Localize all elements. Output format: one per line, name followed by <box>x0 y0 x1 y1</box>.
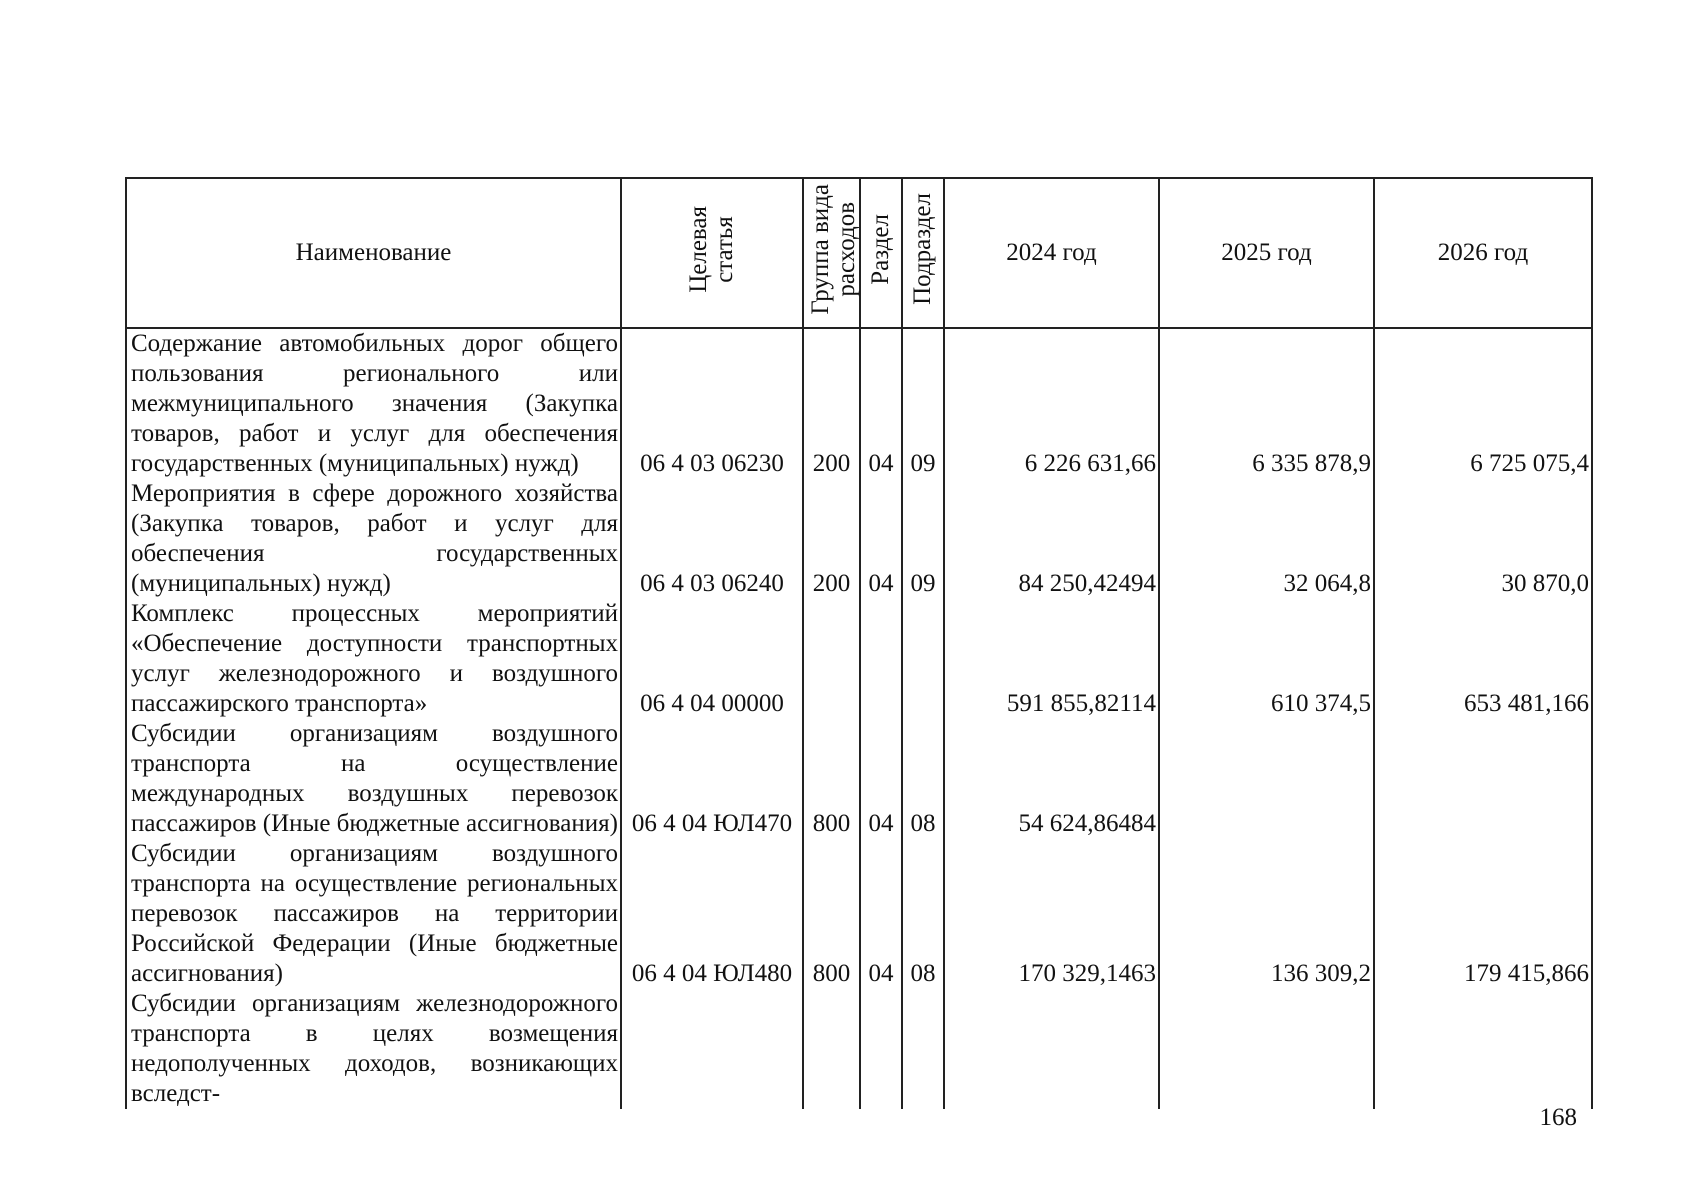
row-amount-2026 <box>1374 989 1592 1109</box>
row-expense-group: 800 <box>803 719 860 839</box>
row-amount-2025 <box>1159 989 1374 1109</box>
row-section <box>860 989 902 1109</box>
row-target-article: 06 4 03 06240 <box>621 479 803 599</box>
row-name: Субсидии организациям железнодорожного транспорта в целях возмещения недополученных доходов, возникающих вследст- <box>126 989 621 1109</box>
row-section: 04 <box>860 719 902 839</box>
row-amount-2025: 6 335 878,9 <box>1159 328 1374 479</box>
row-subsection: 08 <box>902 839 944 989</box>
row-expense-group: 200 <box>803 479 860 599</box>
row-subsection <box>902 989 944 1109</box>
header-year-2025: 2025 год <box>1159 178 1374 328</box>
header-subsection: Подраздел <box>902 178 944 328</box>
row-amount-2024: 84 250,42494 <box>944 479 1159 599</box>
row-amount-2024: 6 226 631,66 <box>944 328 1159 479</box>
row-amount-2025: 32 064,8 <box>1159 479 1374 599</box>
row-target-article: 06 4 03 06230 <box>621 328 803 479</box>
table-row <box>126 719 1592 839</box>
row-amount-2025: 136 309,2 <box>1159 839 1374 989</box>
row-expense-group: 200 <box>803 328 860 479</box>
row-name: Мероприятия в сфере дорожного хозяйства (Закупка товаров, работ и услуг для обеспечения государственных (муниципальных) нужд) <box>126 479 621 599</box>
row-amount-2026: 179 415,866 <box>1374 839 1592 989</box>
row-target-article: 06 4 04 ЮЛ470 <box>621 719 803 839</box>
row-section: 04 <box>860 479 902 599</box>
row-subsection: 08 <box>902 719 944 839</box>
row-amount-2024: 54 624,86484 <box>944 719 1159 839</box>
row-subsection <box>902 599 944 719</box>
row-name: Содержание автомобильных дорог общего пользования регионального или межмуниципального значения (Закупка товаров, работ и услуг для обеспечения государственных (муниципальных) нужд) <box>126 328 621 479</box>
table-row <box>126 839 1592 989</box>
header-expense-group: Группа вида расходов <box>803 178 860 328</box>
row-subsection: 09 <box>902 479 944 599</box>
row-amount-2024: 591 855,82114 <box>944 599 1159 719</box>
table-row <box>126 989 1592 1109</box>
row-name: Субсидии организациям воздушного транспорта на осуществление международных воздушных перевозок пассажиров (Иные бюджетные ассигнования) <box>126 719 621 839</box>
table-row <box>126 328 1592 479</box>
row-amount-2026 <box>1374 719 1592 839</box>
header-name: Наименование <box>126 178 621 328</box>
row-amount-2026: 6 725 075,4 <box>1374 328 1592 479</box>
row-subsection: 09 <box>902 328 944 479</box>
row-section: 04 <box>860 328 902 479</box>
page-number: 168 <box>1539 1104 1577 1131</box>
row-section: 04 <box>860 839 902 989</box>
row-amount-2024 <box>944 989 1159 1109</box>
row-amount-2026: 30 870,0 <box>1374 479 1592 599</box>
header-year-2026: 2026 год <box>1374 178 1592 328</box>
row-expense-group: 800 <box>803 839 860 989</box>
row-amount-2025 <box>1159 719 1374 839</box>
row-name: Субсидии организациям воздушного транспорта на осуществление региональных перевозок пассажиров на территории Российской Федерации (Иные бюджетные ассигнования) <box>126 839 621 989</box>
table-row <box>126 599 1592 719</box>
row-amount-2024: 170 329,1463 <box>944 839 1159 989</box>
header-year-2024: 2024 год <box>944 178 1159 328</box>
row-amount-2026: 653 481,166 <box>1374 599 1592 719</box>
row-section <box>860 599 902 719</box>
table-header-row <box>126 178 1592 328</box>
row-target-article: 06 4 04 00000 <box>621 599 803 719</box>
budget-table <box>125 177 1593 1109</box>
header-target-article: Целевая статья <box>621 178 803 328</box>
row-target-article <box>621 989 803 1109</box>
row-amount-2025: 610 374,5 <box>1159 599 1374 719</box>
row-name: Комплекс процессных мероприятий «Обеспечение доступности транспортных услуг железнодорожного и воздушного пассажирского транспорта» <box>126 599 621 719</box>
table-row <box>126 479 1592 599</box>
header-section: Раздел <box>860 178 902 328</box>
row-target-article: 06 4 04 ЮЛ480 <box>621 839 803 989</box>
row-expense-group <box>803 599 860 719</box>
row-expense-group <box>803 989 860 1109</box>
